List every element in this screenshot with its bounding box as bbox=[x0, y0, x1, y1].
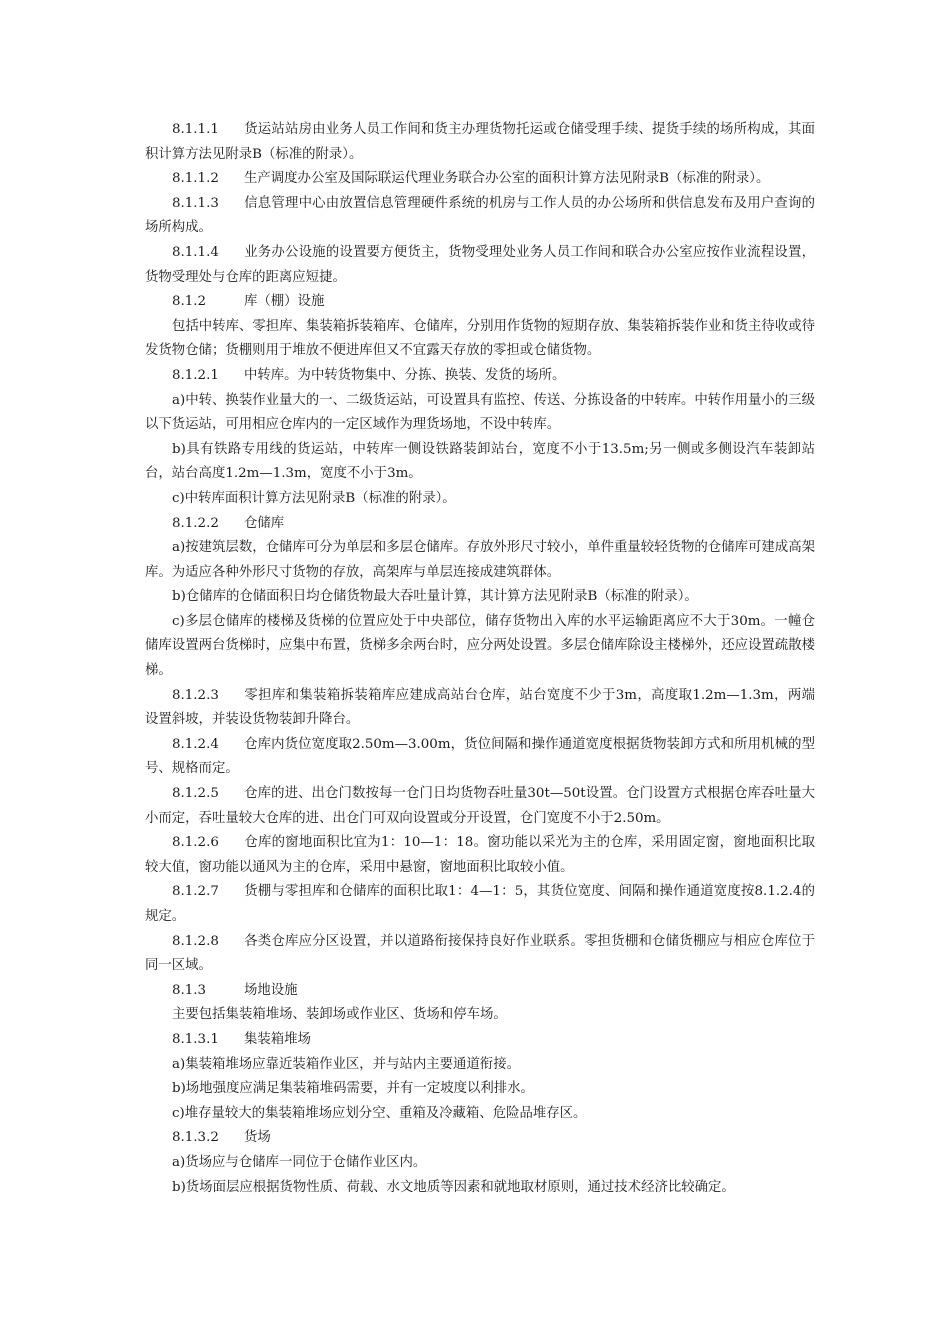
list-item-b bbox=[145, 585, 815, 610]
paragraph-text: 主要包括集装箱堆场、装卸场或作业区、货场和停车场。 bbox=[172, 1007, 507, 1023]
paragraph-text: a)集装箱堆场应靠近装箱作业区，并与站内主要通道衔接。 bbox=[172, 1056, 520, 1072]
paragraph-body bbox=[145, 315, 815, 364]
section-number: 8.1.2.6 bbox=[172, 835, 219, 851]
paragraph-text: 各类仓库应分区设置，并以道路衔接保持良好作业联系。零担货棚和仓储货棚应与相应仓库位于同一区域。 bbox=[145, 933, 815, 974]
section-title: 仓储库 bbox=[244, 515, 285, 531]
list-item-c bbox=[145, 1102, 815, 1127]
paragraph-8-1-2-5 bbox=[145, 782, 815, 831]
list-item-b bbox=[145, 1176, 815, 1201]
paragraph-8-1-2-8 bbox=[145, 930, 815, 979]
list-item-b bbox=[145, 1077, 815, 1102]
section-heading-8-1-3-2 bbox=[145, 1126, 815, 1151]
section-number: 8.1.1.1 bbox=[172, 122, 219, 137]
paragraph-text: 仓库的进、出仓门数按每一仓门日均货物吞吐量30t—50t设置。仓门设置方式根据仓库吞吐量大小而定，吞吐量较大仓库的进、出仓门可双向设置或分开设置，仓门宽度不小于2.50m。 bbox=[145, 786, 815, 826]
paragraph-text: 仓库的窗地面积比宜为1：10—1：18。窗功能以采光为主的仓库，采用固定窗，窗地面积比取较大值，窗功能以通风为主的仓库，采用中悬窗，窗地面积比取较小值。 bbox=[145, 835, 815, 875]
paragraph-body bbox=[145, 1003, 815, 1028]
section-number: 8.1.2.1 bbox=[172, 367, 219, 383]
section-number: 8.1.2.5 bbox=[172, 786, 219, 802]
section-number: 8.1.1.3 bbox=[172, 195, 219, 211]
section-title: 集装箱堆场 bbox=[244, 1031, 311, 1047]
section-title: 货场 bbox=[244, 1130, 271, 1146]
paragraph-text: c)多层仓储库的楼梯及货梯的位置应处于中央部位，储存货物出入库的水平运输距离应不大于30m。一幢仓储库设置两台货梯时，应集中布置，货梯多余两台时，应分两处设置。多层仓储库除设主楼梯外，还应设置疏散楼梯。 bbox=[145, 613, 815, 679]
list-item-b bbox=[145, 438, 815, 487]
paragraph-8-1-2-7 bbox=[145, 880, 815, 929]
paragraph-8-1-1-1 bbox=[145, 118, 815, 167]
section-number: 8.1.1.2 bbox=[172, 171, 219, 187]
section-heading-8-1-3 bbox=[145, 979, 815, 1004]
paragraph-text: a)中转、换装作业量大的一、二级货运站，可设置具有监控、传送、分拣设备的中转库。中转作用量小的三级以下货运站，可用相应仓库内的一定区域作为理货场地，不设中转库。 bbox=[145, 392, 815, 433]
list-item-c bbox=[145, 487, 815, 512]
list-item-a bbox=[145, 1151, 815, 1176]
section-number: 8.1.2.3 bbox=[172, 687, 219, 703]
section-number: 8.1.3 bbox=[172, 982, 207, 998]
paragraph-text: b)场地强度应满足集装箱堆码需要，并有一定坡度以利排水。 bbox=[172, 1081, 534, 1097]
paragraph-text: 零担库和集装箱拆装箱库应建成高站台仓库，站台宽度不少于3m，高度取1.2m—1.3m，两端设置斜坡，并装设货物装卸升降台。 bbox=[145, 687, 815, 728]
section-number: 8.1.1.4 bbox=[172, 244, 219, 260]
paragraph-text: b)具有铁路专用线的货运站，中转库一侧设铁路装卸站台，宽度不小于13.5m;另一侧或多侧设汽车装卸站台，站台高度1.2m—1.3m，宽度不小于3m。 bbox=[145, 441, 815, 482]
section-number: 8.1.2.4 bbox=[172, 736, 219, 752]
paragraph-text: 业务办公设施的设置要方便货主，货物受理处业务人员工作间和联合办公室应按作业流程设置，货物受理处与仓库的距离应短捷。 bbox=[145, 244, 815, 285]
paragraph-8-1-2-1 bbox=[145, 364, 815, 389]
paragraph-text: 中转库。为中转货物集中、分拣、换装、发货的场所。 bbox=[244, 367, 566, 383]
section-number: 8.1.2.7 bbox=[172, 884, 219, 900]
paragraph-text: a)按建筑层数，仓储库可分为单层和多层仓储库。存放外形尺寸较小，单件重量较轻货物的仓储库可建成高架库。为适应各种外形尺寸货物的存放，高架库与单层连接成建筑群体。 bbox=[145, 540, 815, 580]
paragraph-8-1-2-3 bbox=[145, 684, 815, 733]
paragraph-text: 生产调度办公室及国际联运代理业务联合办公室的面积计算方法见附录B（标准的附录）。 bbox=[244, 171, 770, 187]
section-number: 8.1.3.1 bbox=[172, 1031, 219, 1047]
paragraph-text: 货棚与零担库和仓储库的面积比取1：4—1：5，其货位宽度、间隔和操作通道宽度按8.1.2.4的规定。 bbox=[145, 884, 815, 924]
section-number: 8.1.3.2 bbox=[172, 1130, 219, 1146]
section-number: 8.1.2 bbox=[172, 294, 207, 310]
list-item-c bbox=[145, 610, 815, 684]
section-heading-8-1-2 bbox=[145, 290, 815, 315]
paragraph-text: 仓库内货位宽度取2.50m—3.00m，货位间隔和操作通道宽度根据货物装卸方式和所用机械的型号、规格而定。 bbox=[145, 736, 815, 777]
paragraph-text: c)中转库面积计算方法见附录B（标准的附录）。 bbox=[172, 490, 456, 506]
section-title: 场地设施 bbox=[244, 982, 298, 998]
paragraph-text: 货运站站房由业务人员工作间和货主办理货物托运或仓储受理手续、提货手续的场所构成，其面积计算方法见附录B（标准的附录）。 bbox=[145, 122, 815, 162]
paragraph-text: c)堆存量较大的集装箱堆场应划分空、重箱及冷藏箱、危险品堆存区。 bbox=[172, 1105, 587, 1121]
paragraph-8-1-1-3 bbox=[145, 192, 815, 241]
paragraph-text: a)货场应与仓储库一同位于仓储作业区内。 bbox=[172, 1154, 427, 1170]
section-title: 库（棚）设施 bbox=[244, 294, 325, 310]
paragraph-8-1-2-4 bbox=[145, 733, 815, 782]
list-item-a bbox=[145, 389, 815, 438]
paragraph-text: b)货场面层应根据货物性质、荷载、水文地质等因素和就地取材原则，通过技术经济比较确定。 bbox=[172, 1179, 735, 1195]
section-heading-8-1-2-2 bbox=[145, 512, 815, 537]
paragraph-8-1-1-4 bbox=[145, 241, 815, 290]
paragraph-8-1-1-2 bbox=[145, 167, 815, 192]
list-item-a bbox=[145, 1053, 815, 1078]
section-heading-8-1-3-1 bbox=[145, 1028, 815, 1053]
list-item-a bbox=[145, 536, 815, 585]
paragraph-text: b)仓储库的仓储面积日均仓储货物最大吞吐量计算，其计算方法见附录B（标准的附录）。 bbox=[172, 589, 698, 605]
paragraph-8-1-2-6 bbox=[145, 831, 815, 880]
section-number: 8.1.2.8 bbox=[172, 933, 219, 949]
paragraph-text: 信息管理中心由放置信息管理硬件系统的机房与工作人员的办公场所和供信息发布及用户查询的场所构成。 bbox=[145, 195, 815, 236]
section-number: 8.1.2.2 bbox=[172, 515, 219, 531]
paragraph-text: 包括中转库、零担库、集装箱拆装箱库、仓储库，分别用作货物的短期存放、集装箱拆装作业和货主待收或待发货物仓储；货棚则用于堆放不便进库但又不宜露天存放的零担或仓储货物。 bbox=[145, 318, 815, 359]
document-page bbox=[145, 118, 815, 1200]
